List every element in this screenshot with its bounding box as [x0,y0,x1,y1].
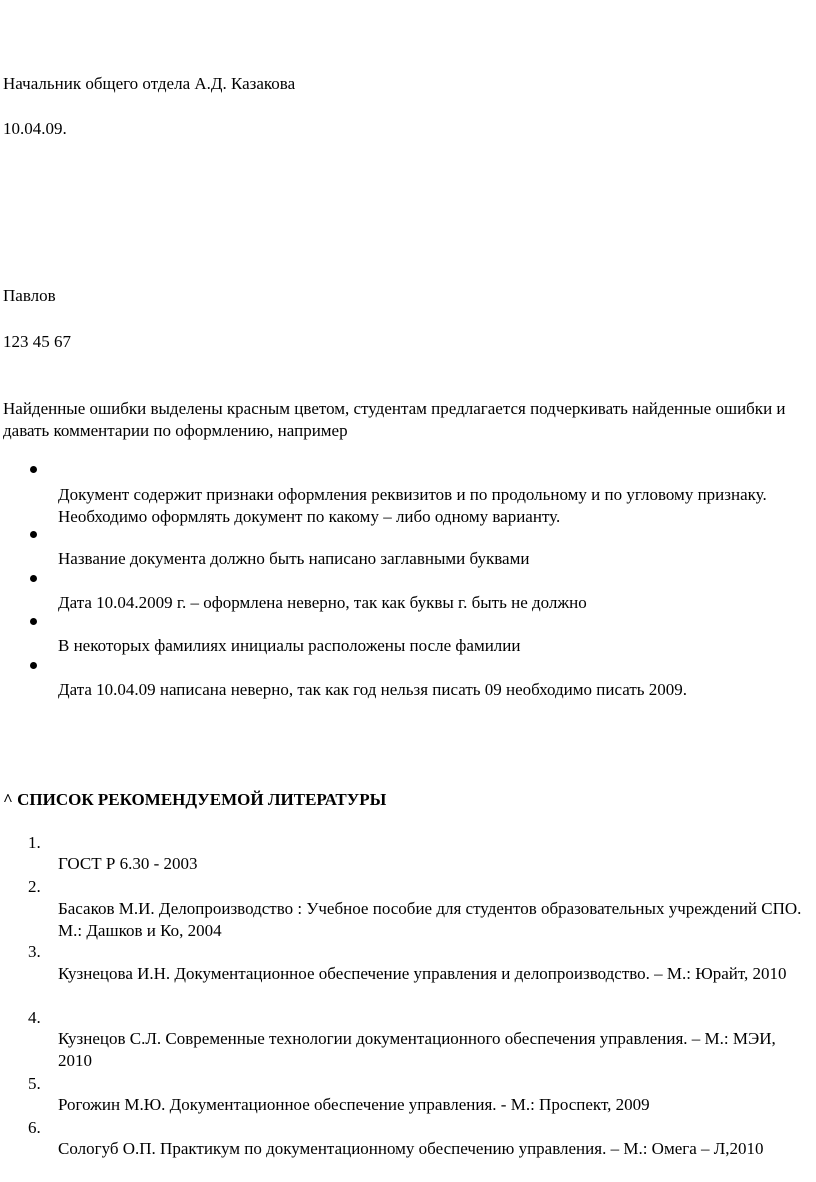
intro-paragraph: Найденные ошибки выделены красным цветом, студентам предлагается подчеркивать найденные ошибки и давать комментарии по оформлению, например [3,399,786,440]
error-text: Дата 10.04.09 написана неверно, так как год нельзя писать 09 необходимо писать 2009. [58,680,688,699]
bullet-icon [30,575,37,582]
error-text: Название документа должно быть написано заглавными буквами [58,549,530,568]
literature-text: Кузнецова И.Н. Документационное обеспечение управления и делопроизводство. – М.: Юрайт, 2010 [58,964,787,983]
list-number: 6. [28,1118,41,1137]
list-number: 2. [28,877,41,896]
error-text: Дата 10.04.2009 г. – оформлена неверно, так как буквы г. быть не должно [58,593,587,612]
list-number: 3. [28,942,41,961]
error-text: В некоторых фамилиях инициалы расположены после фамилии [58,636,521,655]
literature-text: Басаков М.И. Делопроизводство : Учебное пособие для студентов образовательных учреждений СПО. М.: Дашков и Ко, 2004 [58,899,802,940]
document-date: 10.04.09. [3,119,67,138]
literature-text: ГОСТ Р 6.30 - 2003 [58,854,198,873]
bullet-icon [30,662,37,669]
contact-name: Павлов [3,286,56,305]
bullet-icon [30,531,37,538]
list-number: 1. [28,833,41,852]
list-number: 4. [28,1008,41,1027]
signature-line: Начальник общего отдела А.Д. Казакова [3,74,296,93]
error-text: Документ содержит признаки оформления реквизитов и по продольному и по угловому признаку. Необходимо оформлять документ по какому – либо одному варианту. [58,485,767,526]
literature-text: Рогожин М.Ю. Документационное обеспечение управления. - М.: Проспект, 2009 [58,1095,650,1114]
contact-phone: 123 45 67 [3,332,71,351]
bullet-icon [30,618,37,625]
literature-text: Сологуб О.П. Практикум по документационному обеспечению управления. – М.: Омега – Л,2010 [58,1139,764,1158]
bullet-icon [30,466,37,473]
literature-heading: ^ СПИСОК РЕКОМЕНДУЕМОЙ ЛИТЕРАТУРЫ [3,790,387,809]
literature-text: Кузнецов С.Л. Современные технологии документационного обеспечения управления. – М.: МЭИ, 2010 [58,1029,776,1070]
list-number: 5. [28,1074,41,1093]
